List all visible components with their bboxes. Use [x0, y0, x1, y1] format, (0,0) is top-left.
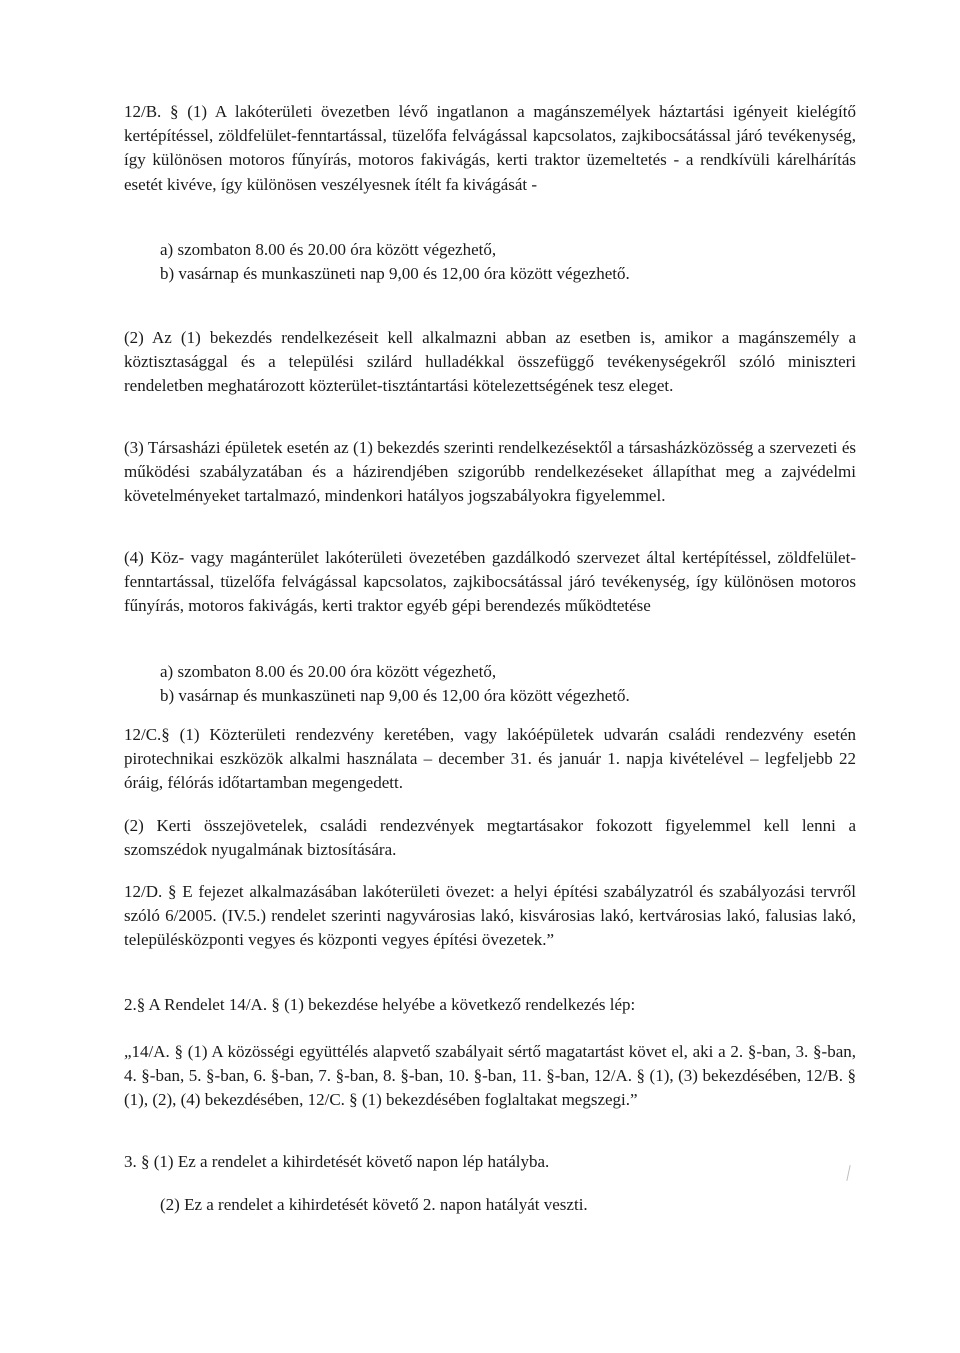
list-item-12b-1-a: a) szombaton 8.00 és 20.00 óra között végezhető,: [160, 240, 497, 259]
list-item-12b-4-a: a) szombaton 8.00 és 20.00 óra között végezhető,: [160, 662, 497, 681]
paragraph-12b-1: 12/B. § (1) A lakóterületi övezetben lévő ingatlanon a magánszemélyek háztartási igényeit kielégítő kertépítéssel, zöldfelület-fenntartással, tüzelőfa felvágással kapcsolatos, zajkibocsátással járó tevékenység, így különösen motoros fűnyírás, motoros fakivágás, kerti traktor üzemeltetés - a rendkívüli kárelhárítás esetét kivéve, így különösen veszélyesnek ítélt fa kivágását -: [124, 102, 856, 194]
paragraph-12d: 12/D. § E fejezet alkalmazásában lakóterületi övezet: a helyi építési szabályzatról és szabályozási tervről szóló 6/2005. (IV.5.) rendelet szerinti nagyvárosias lakó, kisvárosias lakó, kertvárosias lakó, falusias lakó, településközponti vegyes és központi vegyes építési övezetek.”: [124, 882, 856, 950]
paragraph-12c-2: (2) Kerti összejövetelek, családi rendezvények megtartásakor fokozott figyelemmel kell lenni a szomszédok nyugalmának biztosítására.: [124, 816, 856, 860]
list-item-12b-4-b: b) vasárnap és munkaszüneti nap 9,00 és 12,00 óra között végezhető.: [160, 686, 630, 705]
paragraph-12b-2: (2) Az (1) bekezdés rendelkezéseit kell alkalmazni abban az esetben is, amikor a magánszemély a köztisztasággal és a települési szilárd hulladékkal összefüggő tevékenységekről szóló miniszteri rendeletben meghatározott közterület-tisztántartási kötelezettségének tesz eleget.: [124, 328, 856, 396]
paragraph-12b-4: (4) Köz- vagy magánterület lakóterületi övezetében gazdálkodó szervezet által kertépítéssel, zöldfelület-fenntartással, tüzelőfa felvágással kapcsolatos, zajkibocsátással járó tevékenység, így különösen motoros fűnyírás, motoros fakivágás, kerti traktor egyéb gépi berendezés működtetése: [124, 548, 856, 616]
paragraph-3-1: 3. § (1) Ez a rendelet a kihirdetését követő napon lép hatályba.: [124, 1152, 550, 1171]
paragraph-3-2: (2) Ez a rendelet a kihirdetését követő 2. napon hatályát veszti.: [160, 1195, 588, 1214]
paragraph-12c-1: 12/C.§ (1) Közterületi rendezvény keretében, vagy lakóépületek udvarán családi rendezvény esetén pirotechnikai eszközök alkalmi használata – december 31. és január 1. napja kivételével – legfeljebb 22 óráig, félórás időtartamban megengedett.: [124, 725, 856, 793]
paragraph-12b-3: (3) Társasházi épületek esetén az (1) bekezdés szerinti rendelkezésektől a társasházközösség a szervezeti és működési szabályzatában és a házirendjében szigorúbb rendelkezéseket állapíthat meg a zajvédelmi követelményeket tartalmazó, mindenkori hatályos jogszabályokra figyelemmel.: [124, 438, 856, 506]
paragraph-14a: „14/A. § (1) A közösségi együttélés alapvető szabályait sértő magatartást követ el, aki a 2. §-ban, 3. §-ban, 4. §-ban, 5. §-ban, 6. §-ban, 7. §-ban, 8. §-ban, 10. §-ban, 11. §-ban, 12/A. § (1), (3) bekezdésében, 12/B. § (1), (2), (4) bekezdésében, 12/C. § (1) bekezdésében foglaltakat megszegi.”: [124, 1042, 856, 1110]
paragraph-2: 2.§ A Rendelet 14/A. § (1) bekezdése helyébe a következő rendelkezés lép:: [124, 995, 636, 1014]
list-item-12b-1-b: b) vasárnap és munkaszüneti nap 9,00 és 12,00 óra között végezhető.: [160, 264, 630, 283]
